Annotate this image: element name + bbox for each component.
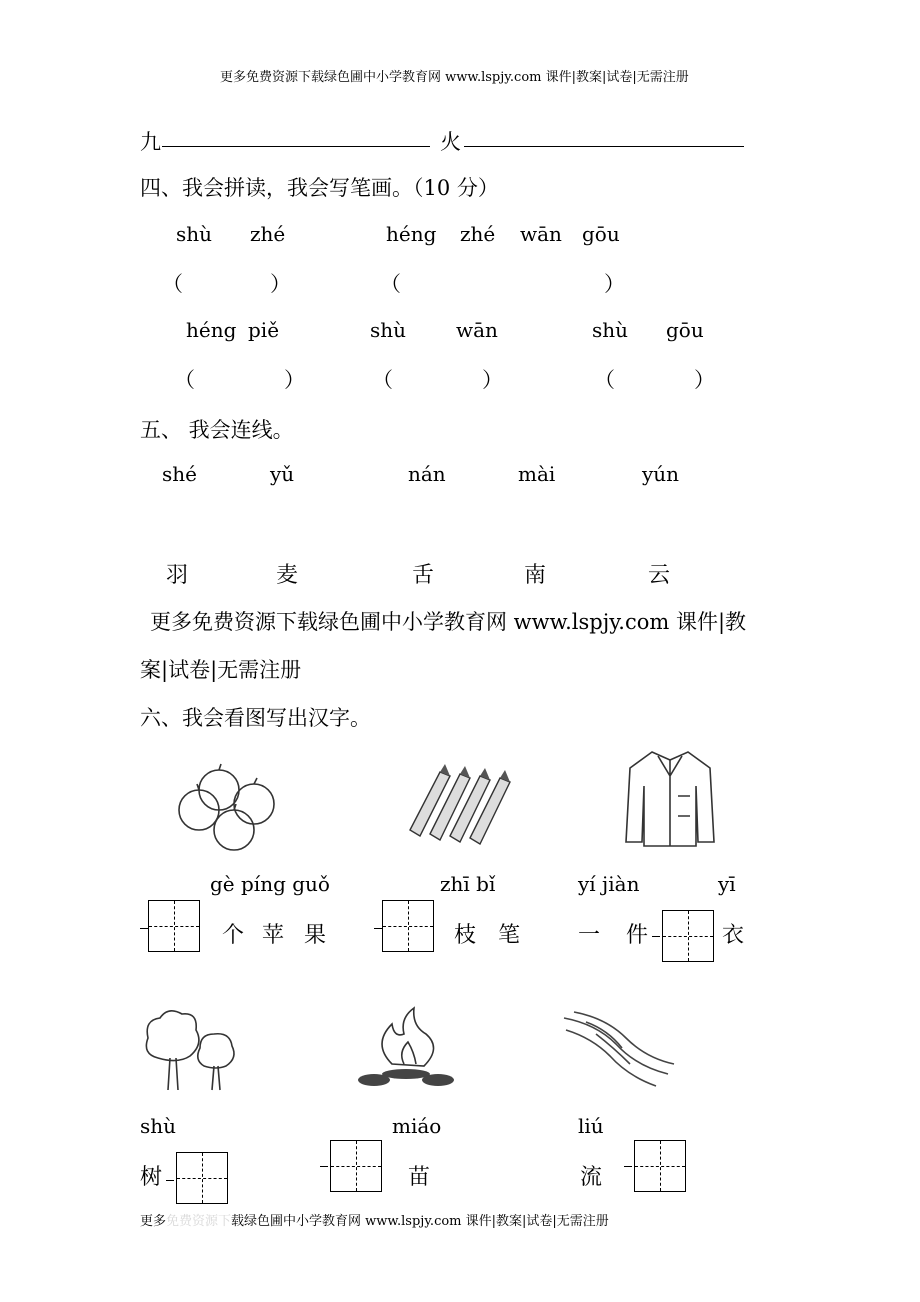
paren-close: ）	[270, 272, 291, 296]
hanzi: 枝	[454, 923, 477, 948]
hanzi-yu[interactable]: 羽	[166, 563, 189, 588]
pinyin: wān	[520, 222, 562, 246]
hanzi: 果	[304, 923, 327, 948]
connector-dash	[166, 1180, 174, 1181]
pinyin: zhé	[460, 222, 496, 246]
hanzi-nan[interactable]: 南	[524, 563, 547, 588]
campfire-icon	[352, 1004, 462, 1096]
pinyin-yún[interactable]: yún	[642, 462, 680, 486]
writing-box-apples[interactable]	[148, 900, 200, 952]
paren-open: （	[594, 368, 615, 392]
pinyin-apples: gè píng guǒ	[210, 872, 330, 896]
pinyin-shu: shù	[140, 1114, 177, 1138]
paren-close: ）	[284, 368, 305, 392]
pinyin-jacket: yí jiàn	[578, 872, 640, 896]
hanzi: 一	[578, 923, 601, 948]
pencils-icon	[400, 760, 524, 852]
pinyin: shù	[176, 222, 213, 246]
pinyin: gōu	[582, 222, 620, 246]
hanzi: 笔	[498, 923, 521, 948]
footer-faded: 免费资源下	[166, 1214, 232, 1229]
writing-box-campfire[interactable]	[330, 1140, 382, 1192]
pinyin: gōu	[666, 318, 704, 342]
connector-dash	[624, 1166, 632, 1167]
section-4-title: 四、我会拼读，我会写笔画。（10 分）	[140, 176, 499, 200]
connector-dash	[374, 928, 382, 929]
flowing-water-icon	[556, 1004, 680, 1096]
hanzi: 流	[580, 1165, 603, 1190]
pinyin-nán[interactable]: nán	[408, 462, 446, 486]
pinyin: piě	[248, 318, 280, 342]
pinyin: shù	[592, 318, 629, 342]
hanzi-she[interactable]: 舌	[412, 563, 435, 588]
label-huo: 火	[440, 130, 461, 154]
pinyin: shù	[370, 318, 407, 342]
answer-line-1[interactable]	[162, 146, 430, 147]
paren-close: ）	[604, 272, 625, 296]
paren-open: （	[174, 368, 195, 392]
paren-open: （	[380, 272, 401, 296]
trees-icon	[138, 1004, 248, 1096]
writing-box-water[interactable]	[634, 1140, 686, 1192]
hanzi: 件	[626, 923, 649, 948]
paren-close: ）	[482, 368, 503, 392]
pinyin: wān	[456, 318, 498, 342]
ad-line-2: 案|试卷|无需注册	[140, 658, 302, 682]
hanzi: 个	[222, 923, 245, 948]
pinyin-pencils: zhī bǐ	[440, 872, 496, 896]
footer-left: 更多	[140, 1214, 167, 1229]
page-header: 更多免费资源下载绿色圃中小学教育网 www.lspjy.com 课件|教案|试卷|无需注册	[220, 70, 689, 85]
apples-icon	[174, 760, 284, 860]
pinyin-jacket-2: yī	[718, 872, 736, 896]
writing-box-jacket[interactable]	[662, 910, 714, 962]
paren-close: ）	[694, 368, 715, 392]
hanzi: 苹	[262, 923, 285, 948]
pinyin-yǔ[interactable]: yǔ	[270, 462, 295, 486]
label-jiu: 九	[140, 130, 161, 154]
page-footer	[140, 1210, 609, 1229]
hanzi: 苗	[408, 1165, 431, 1190]
connector-dash	[140, 928, 148, 929]
pinyin-liu: liú	[578, 1114, 604, 1138]
connector-dash	[652, 936, 660, 937]
paren-open: （	[162, 272, 183, 296]
pinyin: zhé	[250, 222, 286, 246]
pinyin-shé[interactable]: shé	[162, 462, 197, 486]
pinyin-miao: miáo	[392, 1114, 442, 1138]
hanzi-yun[interactable]: 云	[648, 563, 671, 588]
hanzi: 树	[140, 1165, 163, 1190]
jacket-icon	[622, 746, 718, 850]
writing-box-trees[interactable]	[176, 1152, 228, 1204]
connector-dash	[320, 1166, 328, 1167]
pinyin: héng	[186, 318, 237, 342]
writing-box-pencils[interactable]	[382, 900, 434, 952]
ad-line-1: 更多免费资源下载绿色圃中小学教育网 www.lspjy.com 课件|教	[150, 610, 747, 634]
answer-line-2[interactable]	[464, 146, 744, 147]
pinyin-mài[interactable]: mài	[518, 462, 556, 486]
footer-right: 载绿色圃中小学教育网 www.lspjy.com 课件|教案|试卷|无需注册	[231, 1214, 609, 1229]
pinyin: héng	[386, 222, 437, 246]
section-5-title: 五、 我会连线。	[140, 418, 294, 442]
hanzi: 衣	[722, 923, 745, 948]
paren-open: （	[372, 368, 393, 392]
hanzi-mai[interactable]: 麦	[276, 563, 299, 588]
section-6-title: 六、我会看图写出汉字。	[140, 706, 371, 730]
